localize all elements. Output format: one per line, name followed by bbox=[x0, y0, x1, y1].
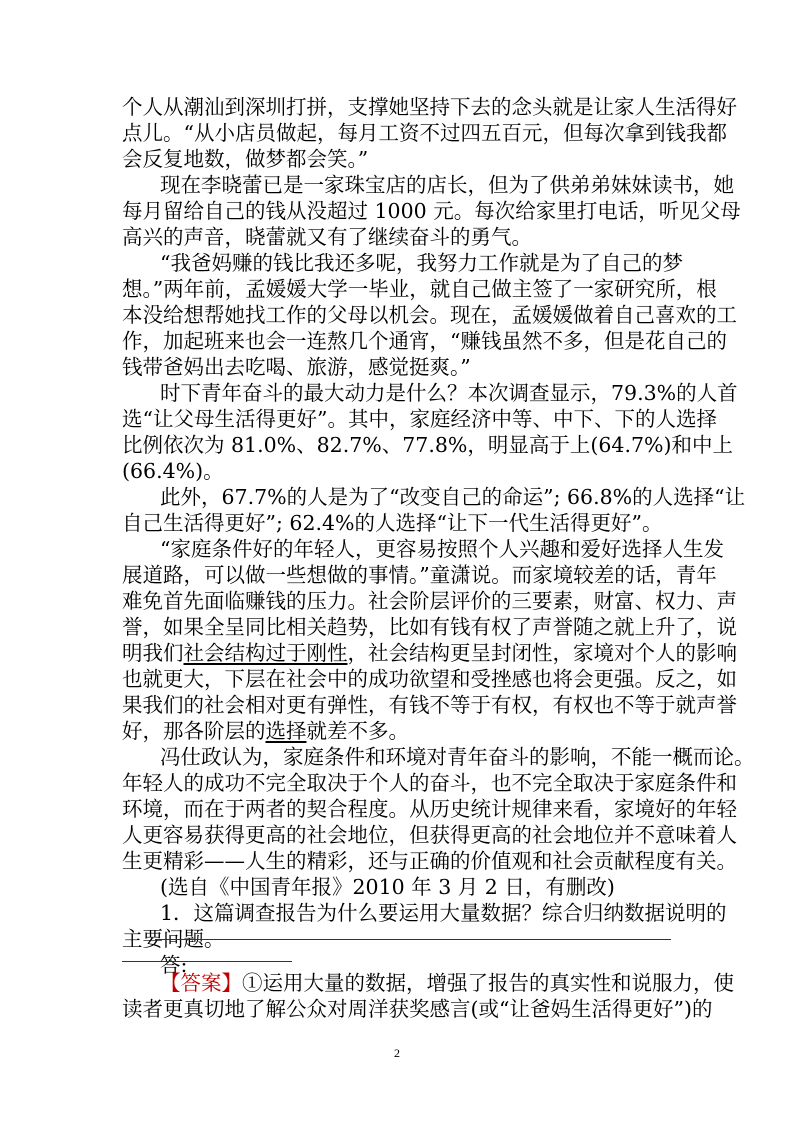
text-line: 自己生活得更好”; 62.4%的人选择“让下一代生活得更好”。 bbox=[122, 511, 663, 535]
text-line: 难免首先面临赚钱的压力。社会阶层评价的三要素，财富、权力、声 bbox=[122, 589, 737, 613]
text-line: 展道路，可以做一些想做的事情。”童潇说。而家境较差的话，青年 bbox=[122, 563, 717, 587]
text-line: 钱带爸妈出去吃喝、旅游，感觉挺爽。” bbox=[122, 355, 471, 379]
text-line bbox=[122, 718, 674, 744]
text-line: 环境，而在于两者的契合程度。从历史统计规律来看，家境好的年轻 bbox=[122, 797, 737, 821]
text-line: 此外，67.7%的人是为了“改变自己的命运”; 66.8%的人选择“让 bbox=[160, 485, 746, 509]
answer-line bbox=[160, 970, 734, 996]
question-text: 主要问题。 bbox=[122, 927, 225, 951]
text-line: 本没给想帮她找工作的父母以机会。现在，孟媛媛做着自己喜欢的工 bbox=[122, 303, 737, 327]
text-line: 高兴的声音，晓蕾就又有了继续奋斗的勇气。 bbox=[122, 225, 532, 249]
underlined-phrase: 社会结构过于刚性 bbox=[183, 641, 348, 665]
text-line: 点儿。“从小店员做起，每月工资不过四五百元，但每次拿到钱我都 bbox=[122, 121, 727, 145]
text-line: 年轻人的成功不完全取决于个人的奋斗，也不完全取决于家庭条件和 bbox=[122, 771, 737, 795]
text-line: “我爸妈赚的钱比我还多呢，我努力工作就是为了自己的梦 bbox=[160, 251, 683, 275]
text-span: 明我们 bbox=[122, 641, 184, 665]
answer-prompt: 答: bbox=[160, 953, 188, 977]
separator-line bbox=[122, 961, 292, 962]
text-line: 每月留给自己的钱从没超过 1000 元。每次给家里打电话，听见父母 bbox=[122, 199, 741, 223]
text-line: 冯仕政认为，家庭条件和环境对青年奋斗的影响，不能一概而论。 bbox=[160, 745, 755, 769]
text-line: 想。”两年前，孟媛媛大学一毕业，就自己做主签了一家研究所，根 bbox=[122, 277, 717, 301]
text-line: 时下青年奋斗的最大动力是什么？本次调查显示，79.3%的人首 bbox=[160, 381, 738, 405]
answer-text: ①运用大量的数据，增强了报告的真实性和说服力，使 bbox=[242, 971, 734, 995]
text-line: 也就更大，下层在社会中的成功欲望和受挫感也将会更强。反之，如 bbox=[122, 667, 737, 691]
text-line bbox=[122, 640, 737, 666]
question-text: 1．这篇调查报告为什么要运用大量数据？综合归纳数据说明的 bbox=[160, 901, 727, 925]
answer-blank-line bbox=[155, 939, 671, 940]
answer-line: 读者更真切地了解公众对周洋获奖感言(或“让爸妈生活得更好”)的 bbox=[122, 997, 713, 1021]
text-span: ，社会结构更呈封闭性，家境对个人的影响 bbox=[347, 641, 737, 665]
text-line: 比例依次为 81.0%、82.7%、77.8%，明显高于上(64.7%)和中上 bbox=[122, 433, 734, 457]
text-line: 作，加起班来也会一连熬几个通宵，“赚钱虽然不多，但是花自己的 bbox=[122, 329, 727, 353]
text-line: (66.4%)。 bbox=[122, 459, 224, 483]
text-line: 现在李晓蕾已是一家珠宝店的店长，但为了供弟弟妹妹读书，她 bbox=[160, 173, 734, 197]
text-line: 生更精彩——人生的精彩，还与正确的价值观和社会贡献程度有关。 bbox=[122, 849, 737, 873]
underlined-phrase: 选择 bbox=[265, 719, 307, 743]
text-line: “家庭条件好的年轻人，更容易按照个人兴趣和爱好选择人生发 bbox=[160, 537, 724, 561]
text-span: 好，那各阶层的 bbox=[122, 719, 266, 743]
page-number: 2 bbox=[394, 1046, 400, 1060]
text-line: 选“让父母生活得更好”。其中，家庭经济中等、中下、下的人选择 bbox=[122, 407, 717, 431]
text-line: 人更容易获得更高的社会地位，但获得更高的社会地位并不意味着人 bbox=[122, 823, 737, 847]
answer-label: 【答案】 bbox=[160, 971, 242, 995]
text-line: 果我们的社会相对更有弹性，有钱不等于有权，有权也不等于就声誉 bbox=[122, 693, 737, 717]
text-line: 会反复地数，做梦都会笑。” bbox=[122, 147, 369, 171]
source-citation: (选自《中国青年报》2010 年 3 月 2 日，有删改) bbox=[160, 875, 615, 899]
text-line: 个人从潮汕到深圳打拼，支撑她坚持下去的念头就是让家人生活得好 bbox=[122, 95, 737, 119]
text-span: 就差不多。 bbox=[306, 719, 409, 743]
text-line: 誉，如果全呈同比相关趋势，比如有钱有权了声誉随之就上升了，说 bbox=[122, 615, 737, 639]
